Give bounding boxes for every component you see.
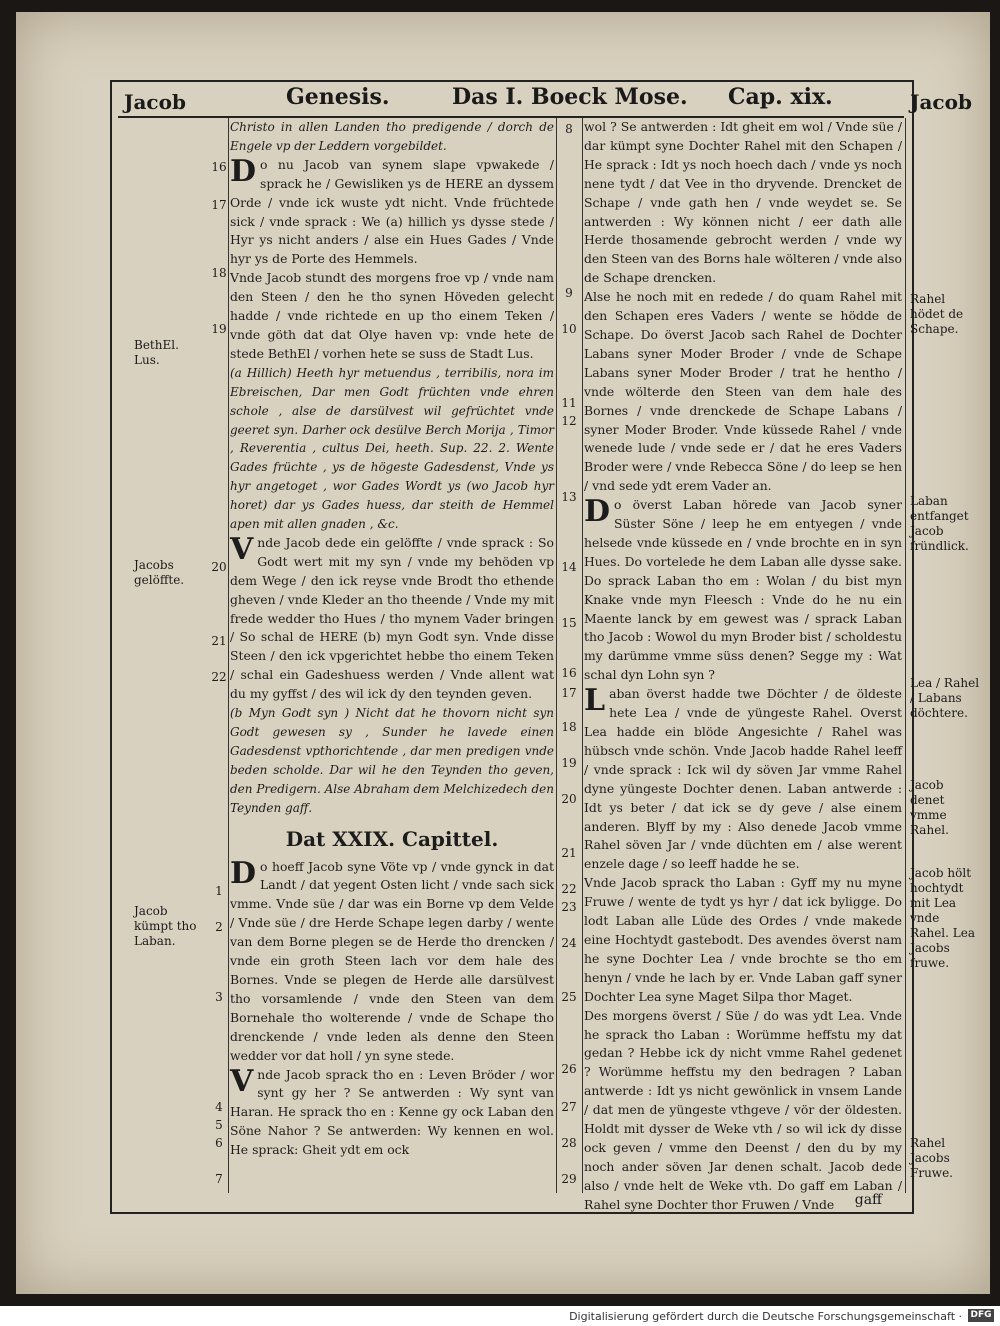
verse-number: 10: [561, 322, 577, 336]
verse-number: 19: [211, 322, 227, 336]
margin-note-denet: Jacob denet vmme Rahel.: [910, 778, 949, 837]
gloss-note: (b Myn Godt syn ) Nicht dat he thovorn nicht syn Godt gewesen sy , Sunder he lavede einen Gadesdenst vpthorichtende , dar men predigen vnde beden scholde. Dar wil he den Teynden tho geven, den Predigern. Alse Abraham dem Melchizedech den Teynden gaff.: [230, 706, 554, 815]
verse-number: 9: [565, 286, 573, 300]
verse-number: 7: [215, 1172, 223, 1186]
verse-number: 16: [561, 666, 577, 680]
paragraph: Vnde Jacob sprack tho en : Leven Bröder / wor synt gy her ? Se antwerden : Wy synt van Haran. He sprack tho en : Kenne gy ock Laban den Söne Nahor ? Se antwerden: Wy kennen en wol. He sprack: Gheit ydt em ock: [230, 1063, 554, 1158]
verse-number: 28: [561, 1136, 577, 1150]
column-divider-left: [556, 118, 557, 1193]
paragraph: Des morgens överst / Süe / do was ydt Lea. Vnde he sprack tho Laban : Worümme heffstu my dat gedan ? Hebbe ick dy nicht vmme Rahel gedenet ? Worümme heffstu my den bedragen ? Laban antwerde : Idt ys nicht gewönlick in vnsem Lande / dat men de yüngeste vthgeve / vör der öldesten. Holdt mit dysser de Weke vth / so wil ick dy disse ock geven / vmme den Deenst / den du by my noch ander söven Jar denen schalt. Jacob dede also / vnde helt de Weke vth. Do gaff em Laban / Rahel syne Dochter thor Fruwen / Vnde: [584, 1007, 902, 1212]
verse-number: 18: [561, 720, 577, 734]
right-margin-rule: [905, 118, 906, 1193]
margin-note-hochtydt: Jacob hölt hochtydt mit Lea vnde Rahel. Lea Jacobs fruwe.: [910, 866, 975, 970]
verse-number: 26: [561, 1062, 577, 1076]
chapter-title: Dat XXIX. Capittel.: [285, 826, 499, 851]
margin-note-laban: Laban entfanget Jacob fründlick.: [910, 494, 969, 553]
verse-number: 2: [215, 920, 223, 934]
running-head-right: Jacob: [910, 90, 972, 114]
verse-number: 1: [215, 884, 223, 898]
verse-number: 17: [561, 686, 577, 700]
verse-number: 20: [561, 792, 577, 806]
margin-note-lea: Lea / Rahel / Labans döchtere.: [910, 676, 980, 720]
verse-number: 4: [215, 1100, 223, 1114]
verse-number: 16: [211, 160, 227, 174]
left-margin-rule: [228, 118, 229, 1193]
verse-number: 6: [215, 1136, 223, 1150]
verse-number: 5: [215, 1118, 223, 1132]
header-book-title: Das I. Boeck Mose.: [452, 84, 688, 110]
paragraph: Alse he noch mit en redede / do quam Rahel mit den Schapen eres Vaders / wente se hödde de Schape. Do överst Jacob sach Rahel de Dochter Labans syner Moder Broder / vnde de Schape Labans syner Moder Broder / trat he hentho / vnde wölterde den Steen van dem hale des Bornes / vnde drenckede de Schape Labans / syner Moder Broder. Vnde küssede Rahel / vnde wenede lude / vnde sede er / dat he eres Vaders Broder were / vnde Rebecca Söne / do leep se hen / vnd sede ydt erem Vader an.: [584, 289, 902, 494]
verse-number: 12: [561, 414, 577, 428]
paragraph: Christo in allen Landen tho predigende / dorch de Engele vp der Leddern vorgebildet.: [230, 120, 554, 153]
paragraph: Do överst Laban hörede van Jacob syner Süster Söne / leep he em entyegen / vnde helsede vnde küssede en / vnde brochte en in syn Hues. Do vortelede he dem Laban alle dysse sake. Do sprack Laban tho em : Wolan / du bist myn Knake vnde myn Fleesch : Vnde do he nu ein Maente lanck by em gewest was / sprack Laban tho Jacob : Wowol du myn Broder bist / scholdestu my darümme vmme süss denen? Segge my : Wat schal dyn Lohn syn ?: [584, 494, 902, 683]
verse-number: 24: [561, 936, 577, 950]
verse-number: 21: [561, 846, 577, 860]
verse-number: 11: [561, 396, 577, 410]
header-genesis: Genesis.: [286, 84, 390, 110]
verse-number: 22: [561, 882, 577, 896]
verse-number: 22: [211, 670, 227, 684]
verse-number: 8: [565, 122, 573, 136]
verse-number: 21: [211, 634, 227, 648]
paragraph: Do hoeff Jacob syne Vöte vp / vnde gynck in dat Landt / dat yegent Osten licht / vnde sach sick vmme. Vnde süe / dar was ein Borne vp dem Velde / Vnde süe / dre Herde Schape legen darby / wente van dem Borne plegen se de Herde tho drencken / vnde ein groth Steen lach vor dem hale des Bornes. Vnde se plegen de Herde alle darsülvest tho vorsamlende / vnde den Steen van dem Bornehale tho wolterende / vnde de Schape tho drenckende / vnde leden als denne den Steen wedder vor dat holl / yn syne stede.: [230, 855, 554, 1063]
verse-number: 13: [561, 490, 577, 504]
margin-note-gelofte: Jacobs gelöffte.: [134, 558, 185, 587]
verse-number: 18: [211, 266, 227, 280]
column-divider-right: [582, 118, 583, 1193]
right-text-column: [584, 118, 902, 1215]
paragraph: Vnde Jacob sprack tho Laban : Gyff my nu myne Fruwe / wente de tydt ys hyr / dat ick byligge. Do lodt Laban alle Lüde des Ordes / vnde makede eine Hochtydt gastebodt. Des avendes överst nam he syne Dochter Lea / vnde brochte se tho em henyn / vnde he lach by er. Vnde Laban gaff syner Dochter Lea syne Maget Silpa thor Maget.: [584, 875, 902, 1004]
verse-number: 19: [561, 756, 577, 770]
verse-number: 14: [561, 560, 577, 574]
verse-number: 17: [211, 198, 227, 212]
footer-text: Digitalisierung gefördert durch die Deutsche Forschungsgemeinschaft ·: [569, 1310, 962, 1323]
paragraph: Laban överst hadde twe Döchter / de öldeste hete Lea / vnde de yüngeste Rahel. Overst Lea hadde ein blöde Angesichte / Rahel was hübsch vnde schön. Vnde Jacob hadde Rahel leeff / vnde sprack : Ick wil dy söven Jar vmme Rahel dyne yüngeste Dochter denen. Laban antwerde : Idt ys beter / dat ick se dy geve / alse einem anderen. Blyff by my : Also denede Jacob vmme Rahel söven Jar / vnde düchten em / alse werent enzele dage / so leeff hadde he se.: [584, 683, 902, 872]
margin-note-kumpt: Jacob kümpt tho Laban.: [134, 904, 197, 948]
verse-number: 3: [215, 990, 223, 1004]
catchword: gaff: [854, 1192, 882, 1208]
margin-note-fruwe: Rahel Jacobs Fruwe.: [910, 1136, 953, 1180]
verse-number: 25: [561, 990, 577, 1004]
paragraph: Vnde Jacob dede ein gelöffte / vnde sprack : So Godt wert mit my syn / vnde my behöden vp dem Wege / den ick reyse vnde Brodt tho ethende gheven / vnde Kleder an tho theende / Vnde my mit frede wedder tho Hues / tho mynem Vader bringen / So schal de HERE (b) myn Godt syn. Vnde disse Steen / den ick vpgerichtet hebbe tho einem Teken / schal ein Gadeshuess werden / Vnde allent wat du my gyffst / des wil ick dy den teynden geven.: [230, 531, 554, 702]
gloss-note: (a Hillich) Heeth hyr metuendus , terribilis, nora im Ebreischen, Dar men Godt früchten vnde ehren schole , alse de darsülvest wil gefrüchtet vnde geeret syn. Darher ock desülve Berch Morija , Timor , Reverentia , cultus Dei, heeth. Sup. 22. 2. Wente Gades früchte , ys de högeste Gadesdenst, Vnde ys hyr angetoget , wor Gades Wordt ys (wo Jacob hyr horet) dar ys Gades huess, dar steith de Hemmel apen mit allen gnaden , &c.: [230, 365, 554, 532]
verse-number: 15: [561, 616, 577, 630]
left-text-column: [230, 118, 554, 1160]
footer-bar: [0, 1306, 1000, 1326]
verse-number: 23: [561, 900, 577, 914]
paragraph: Vnde Jacob stundt des morgens froe vp / vnde nam den Steen / den he tho synen Höveden gelecht hadde / vnde richtede en up tho einem Teken / vnde göth dat dat Olye haven vp: vnde hete de stede BethEl / vorhen hete se suss de Stadt Lus.: [230, 270, 554, 361]
margin-note-bethel: BethEl. Lus.: [134, 338, 179, 367]
paragraph: Do nu Jacob van synem slape vpwakede / sprack he / Gewisliken ys de HERE an dyssem Orde / vnde ick wuste ydt nicht. Vnde früchtede sick / vnde sprack : We (a) hillich ys dysse stede / Hyr ys nicht anders / alse ein Hues Gades / Vnde hyr ys de Porte des Hemmels.: [230, 153, 554, 267]
margin-note-rahel: Rahel hödet de Schape.: [910, 292, 964, 336]
verse-number: 29: [561, 1172, 577, 1186]
dfg-logo-icon: DFG: [968, 1309, 994, 1322]
header-chapter: Cap. xix.: [728, 84, 833, 110]
running-head-left: Jacob: [124, 90, 186, 114]
paragraph: wol ? Se antwerden : Idt gheit em wol / Vnde süe / dar kümpt syne Dochter Rahel mit den Schapen / He sprack : Idt ys noch hoech dach / vnde ys noch nene tydt / dat Vee in tho dryvende. Drencket de Schape / vnde gath hen / vnde weydet se. Se antwerden : Wy können nicht / eer dath alle Herde thosamende gebrocht werden / vnde wy den Steen van des Borns hale wölteren / vnde also de Schape drencken.: [584, 119, 902, 286]
verse-number: 27: [561, 1100, 577, 1114]
verse-number: 20: [211, 560, 227, 574]
